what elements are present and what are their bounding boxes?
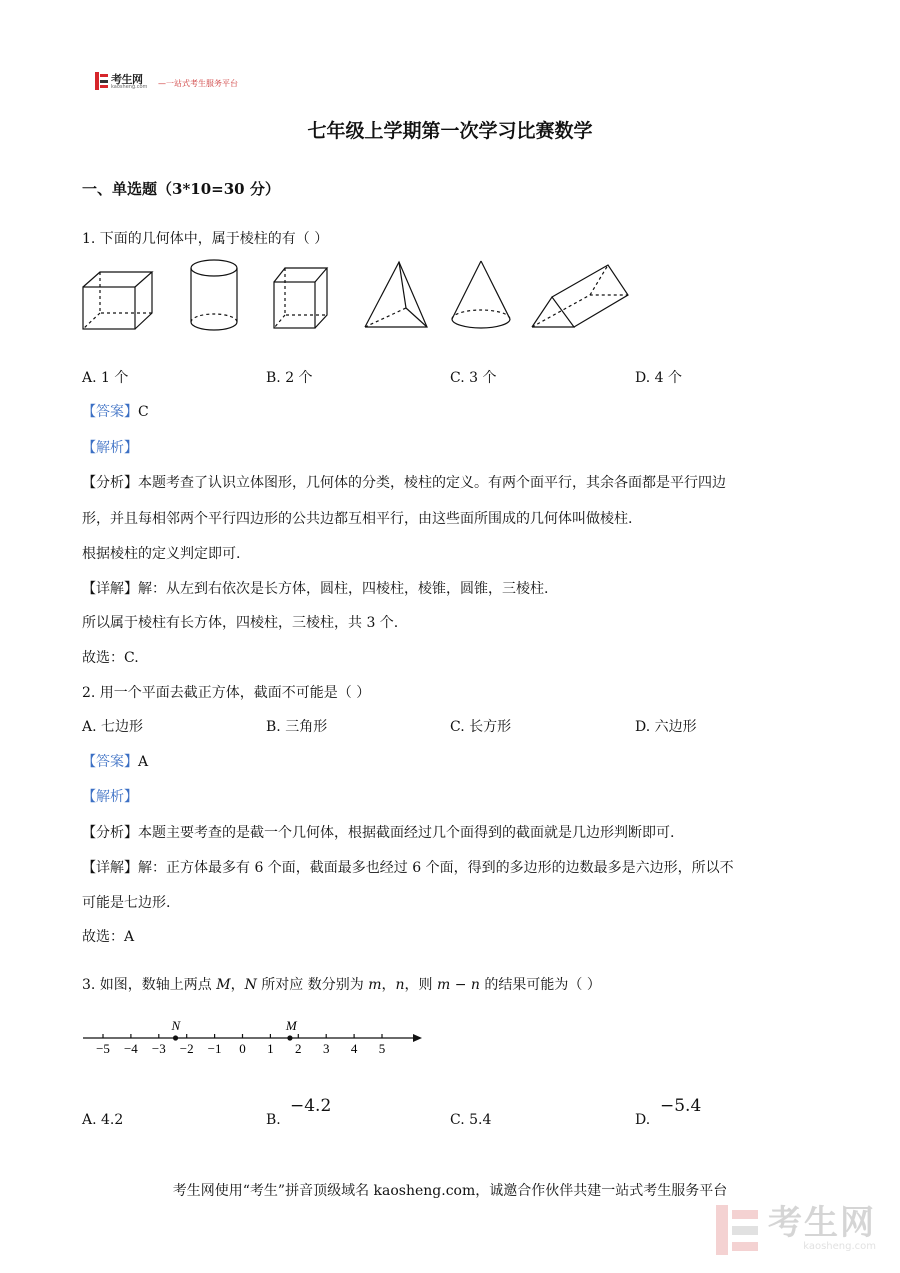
cylinder-shape: [191, 260, 237, 330]
section-title: 一、单选题（3*10=30 分）: [82, 180, 280, 198]
page-title: 七年级上学期第一次学习比赛数学: [307, 120, 593, 142]
watermark-logo-icon: [716, 1205, 760, 1255]
q1-option-a[interactable]: A. 1 个: [82, 370, 129, 386]
axis-tick-label: 2: [295, 1041, 302, 1056]
triangular-prism-shape: [532, 265, 628, 327]
q3-option-b[interactable]: B.: [266, 1112, 281, 1128]
point-m-dot: [287, 1035, 292, 1040]
q2-option-c[interactable]: C. 长方形: [450, 719, 512, 735]
q2-choose: 故选：A: [82, 929, 135, 945]
watermark: [768, 1205, 876, 1252]
axis-tick-label: 5: [378, 1041, 386, 1056]
axis-tick-label: −2: [179, 1041, 194, 1056]
q2-answer: 【答案】A: [82, 754, 149, 770]
q1-stem: 1. 下面的几何体中，属于棱柱的有（ ）: [82, 231, 329, 247]
axis-tick-label: 3: [322, 1041, 330, 1056]
axis-tick-label: 0: [239, 1041, 246, 1056]
q1-detail-line1: 【详解】解：从左到右依次是长方体，圆柱，四棱柱，棱锥，圆锥，三棱柱.: [82, 581, 549, 597]
logo-name: 考生网: [111, 73, 143, 86]
q1-option-c[interactable]: C. 3 个: [450, 370, 497, 386]
solids-figure: [80, 255, 640, 335]
q2-detail-line1: 【详解】解：正方体最多有 6 个面，截面最多也经过 6 个面，得到的多边形的边数最多是六边形，所以不: [82, 860, 734, 876]
q3-option-b-value: −4.2: [290, 1096, 332, 1116]
axis-tick-label: −1: [207, 1041, 222, 1056]
q2-stem: 2. 用一个平面去截正方体，截面不可能是（ ）: [82, 685, 371, 701]
q1-analysis-line3: 根据棱柱的定义判定即可.: [82, 546, 241, 562]
watermark-domain: kaosheng.com: [803, 1241, 876, 1252]
kaosheng-logo-icon: [95, 72, 109, 90]
point-n-label: N: [171, 1018, 181, 1033]
q1-analysis-line1: 【分析】本题考查了认识立体图形，几何体的分类，棱柱的定义。有两个面平行，其余各面都是平行四边: [82, 475, 726, 491]
cuboid-shape: [83, 272, 152, 329]
q1-analysis-tag: 【解析】: [82, 440, 138, 456]
q2-option-d[interactable]: D. 六边形: [635, 719, 697, 735]
footer-text: 考生网使用“考生”拼音顶级域名 kaosheng.com，诚邀合作伙伴共建一站式考生服务平台: [172, 1183, 728, 1199]
axis-tick-label: −4: [123, 1041, 138, 1056]
watermark-name: 考生网: [768, 1203, 876, 1243]
q3-option-a[interactable]: A. 4.2: [82, 1112, 124, 1128]
point-m-label: M: [285, 1018, 297, 1033]
q1-detail-line2: 所以属于棱柱有长方体，四棱柱，三棱柱，共 3 个.: [82, 615, 399, 631]
number-line-arrow: [413, 1034, 422, 1042]
q2-analysis-tag: 【解析】: [82, 789, 138, 805]
q3-option-d[interactable]: D.: [635, 1112, 651, 1128]
q1-choose: 故选：C.: [82, 650, 139, 666]
logo-slogan: —一站式考生服务平台: [158, 79, 238, 88]
quadrangular-prism-shape: [274, 268, 327, 328]
axis-tick-label: −5: [96, 1041, 110, 1056]
q2-analysis-line1: 【分析】本题主要考查的是截一个几何体，根据截面经过几个面得到的截面就是几边形判断即可.: [82, 825, 675, 841]
cone-shape: [452, 261, 510, 328]
q1-answer: 【答案】C: [82, 404, 149, 420]
pyramid-shape: [365, 262, 427, 327]
logo-domain: kaosheng.com: [111, 84, 148, 90]
q2-option-b[interactable]: B. 三角形: [266, 719, 328, 735]
q1-option-d[interactable]: D. 4 个: [635, 370, 682, 386]
q3-option-d-value: −5.4: [660, 1096, 702, 1116]
q1-analysis-line2: 形，并且每相邻两个平行四边形的公共边都互相平行，由这些面所围成的几何体叫做棱柱.: [82, 511, 633, 527]
axis-tick-label: −3: [151, 1041, 166, 1056]
q3-stem: 3. 如图，数轴上两点 M，N 所对应 数分别为 m，n，则 m − n 的结果可能为（ ）: [82, 977, 601, 993]
number-line: [80, 1012, 430, 1062]
q3-option-c[interactable]: C. 5.4: [450, 1112, 492, 1128]
point-n-dot: [173, 1035, 178, 1040]
q2-option-a[interactable]: A. 七边形: [82, 719, 144, 735]
q2-detail-line2: 可能是七边形.: [82, 895, 171, 911]
axis-tick-label: 4: [350, 1041, 358, 1056]
q1-option-b[interactable]: B. 2 个: [266, 370, 313, 386]
axis-tick-label: 1: [267, 1041, 274, 1056]
